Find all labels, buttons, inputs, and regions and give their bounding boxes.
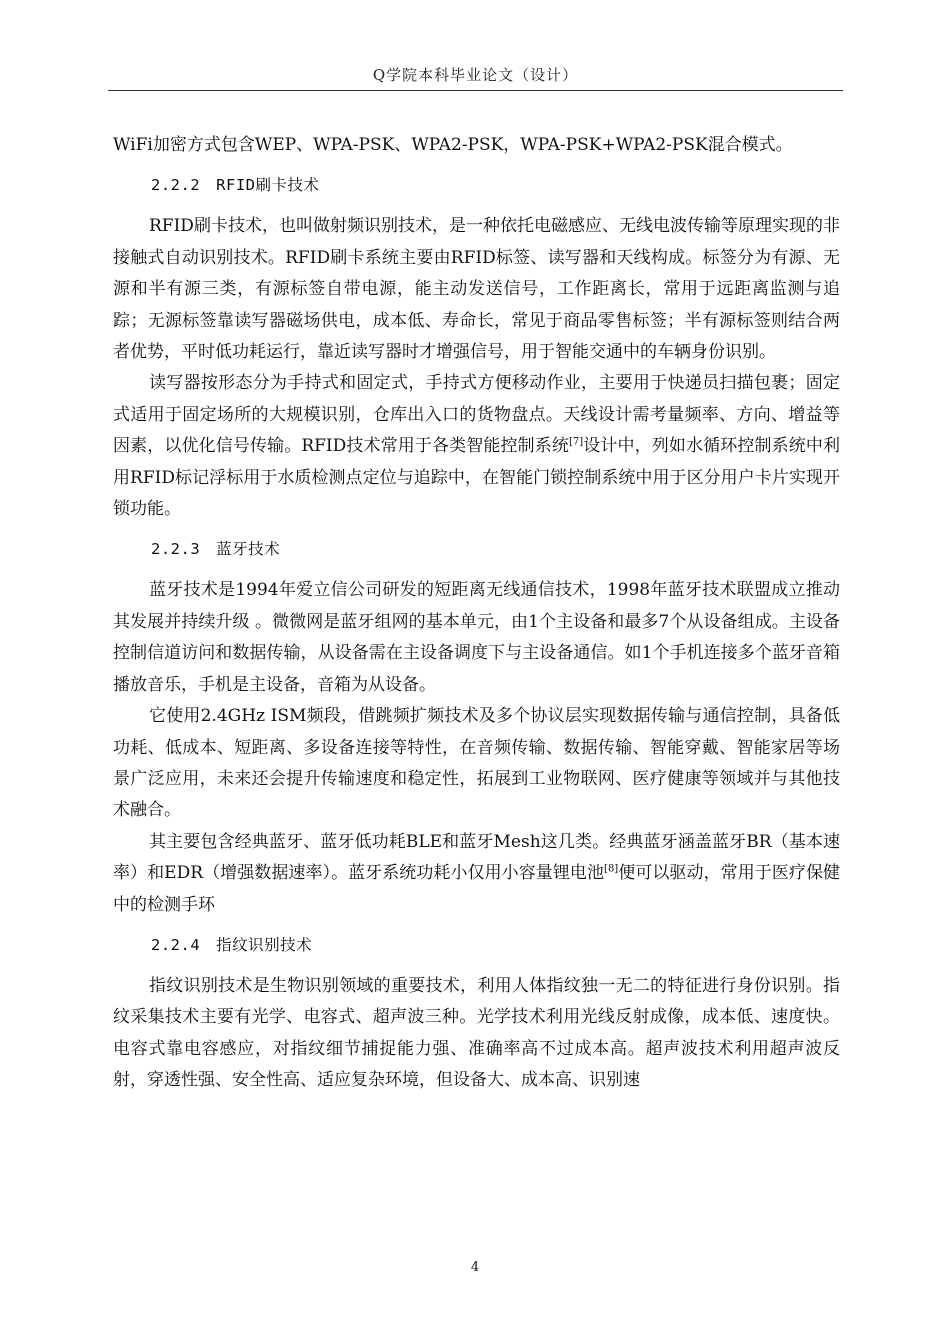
paragraph-fingerprint: 指纹识别技术是生物识别领域的重要技术，利用人体指纹独一无二的特征进行身份识别。指纹采集技术主要有光学、电容式、超声波三种。光学技术利用光线反射成像，成本低、速度快。电容式靠电容感应，对指纹细节捕捉能力强、准确率高不过成本高。超声波技术利用超声波反射，穿透性强、安全性高、适应复杂环境，但设备大、成本高、识别速 — [113, 975, 840, 1091]
paragraph-wifi-encryption: WiFi加密方式包含WEP、WPA-PSK、WPA2-PSK，WPA-PSK+WPA2-PSK混合模式。 — [113, 135, 793, 155]
paragraph-bluetooth-types — [113, 827, 840, 921]
page-body — [113, 130, 840, 1097]
page-number: 4 — [470, 1260, 480, 1275]
heading-2-2-4: 2.2.4 指纹识别技术 — [151, 935, 313, 954]
paragraph-rfid-intro: RFID刷卡技术，也叫做射频识别技术，是一种依托电磁感应、无线电波传输等原理实现的非接触式自动识别技术。RFID刷卡系统主要由RFID标签、读写器和天线构成。标签分为有源、无源和半有源三类，有源标签自带电源，能主动发送信号，工作距离长，常用于远距离监测与追踪；无源标签靠读写器磁场供电，成本低、寿命长，常见于商品零售标签；半有源标签则结合两者优势，平时低功耗运行，靠近读写器时才增强信号，用于智能交通中的车辆身份识别。 — [113, 216, 840, 363]
citation-7: [7] — [569, 436, 584, 448]
heading-2-2-2: 2.2.2 RFID刷卡技术 — [151, 176, 320, 195]
paragraph-text: 便可以驱动，常用于医疗保健中的检测手环 — [113, 863, 841, 915]
paragraph-bluetooth-history: 蓝牙技术是1994年爱立信公司研发的短距离无线通信技术，1998年蓝牙技术联盟成立推动其发展并持续升级 。微微网是蓝牙组网的基本单元，由1个主设备和最多7个从设备组成。主设备控制信道访问和数据传输，从设备需在主设备调度下与主设备通信。如1个手机连接多个蓝牙音箱播放音乐，手机是主设备，音箱为从设备。 — [113, 580, 840, 695]
running-header: Q学院本科毕业论文（设计） — [372, 66, 579, 84]
paragraph-text: 其主要包含经典蓝牙、蓝牙低功耗BLE和蓝牙Mesh这几类。经典蓝牙涵盖蓝牙BR（基本速率）和EDR（增强数据速率）。蓝牙系统功耗小仅用小容量锂电池 — [113, 831, 840, 884]
paragraph-text: 设计中，列如水循环控制系统中利用RFID标记浮标用于水质检测点定位与追踪中，在智能门锁控制系统中用于区分用户卡片实现开锁功能。 — [113, 436, 840, 520]
paragraph-bluetooth-features: 它使用2.4GHz ISM频段，借跳频扩频技术及多个协议层实现数据传输与通信控制，具备低功耗、低成本、短距离、多设备连接等特性，在音频传输、数据传输、智能穿戴、智能家居等场景广泛应用，未来还会提升传输速度和稳定性，拓展到工业物联网、医疗健康等领域并与其他技术融合。 — [113, 706, 840, 821]
paragraph-rfid-reader — [113, 368, 840, 525]
paragraph-text: 读写器按形态分为手持式和固定式，手持式方便移动作业，主要用于快递员扫描包裹；固定式适用于固定场所的大规模识别，仓库出入口的货物盘点。天线设计需考量频率、方向、增益等因素，以优化信号传输。RFID技术常用于各类智能控制系统 — [113, 373, 840, 457]
heading-2-2-3: 2.2.3 蓝牙技术 — [151, 540, 281, 559]
citation-8: [8] — [604, 863, 619, 875]
header-divider — [108, 90, 843, 91]
